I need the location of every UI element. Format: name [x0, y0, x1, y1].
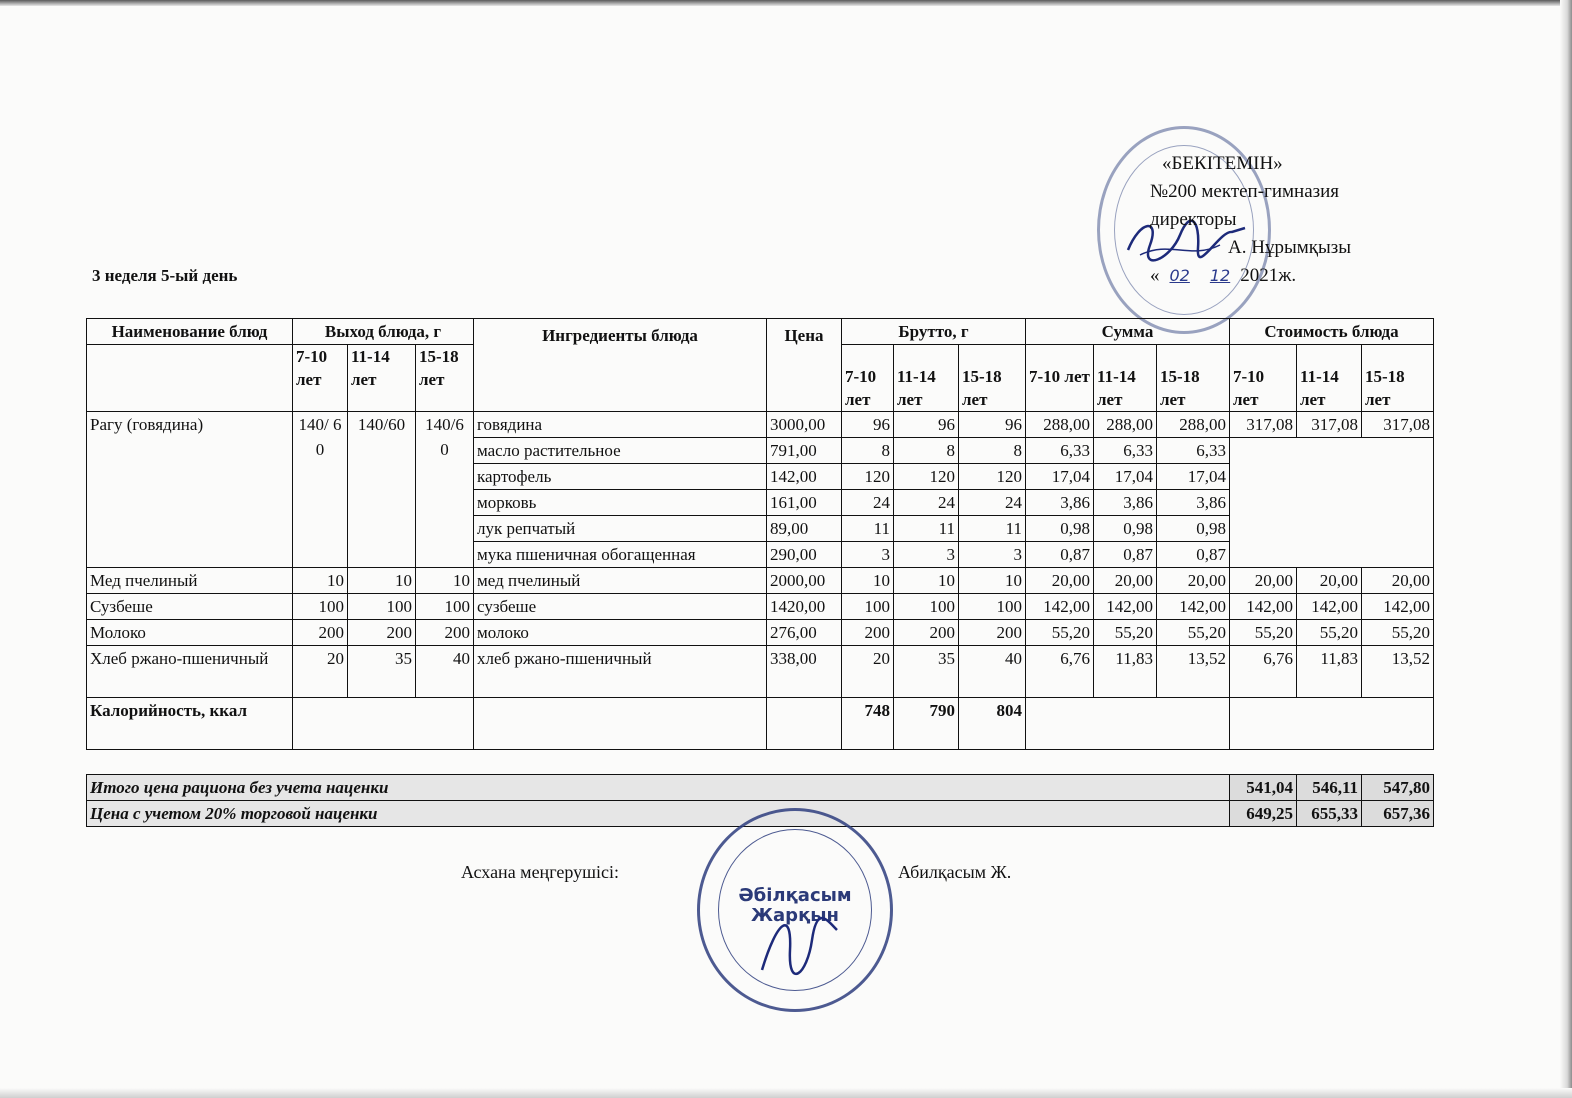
brutto-value: 3: [959, 542, 1026, 568]
brutto-value: 11: [959, 516, 1026, 542]
dish-cost: 55,20: [1362, 620, 1434, 646]
header-age: 15-18 лет: [1362, 345, 1434, 412]
manager-title: Асхана меңгерушісі:: [461, 862, 619, 882]
sum-value: 20,00: [1026, 568, 1094, 594]
dish-name: Мед пчелиный: [87, 568, 293, 594]
brutto-value: 120: [842, 464, 894, 490]
approval-director-name: А. Нұрымқызы: [1228, 237, 1351, 258]
dish-name: Молоко: [87, 620, 293, 646]
brutto-value: 96: [959, 412, 1026, 438]
ingredient-name: картофель: [474, 464, 767, 490]
ingredient-name: молоко: [474, 620, 767, 646]
ingredient-price: 1420,00: [767, 594, 842, 620]
total-value: 657,36: [1362, 801, 1434, 827]
header-output: Выход блюда, г: [293, 319, 474, 345]
ingredient-price: 276,00: [767, 620, 842, 646]
dish-cost: 6,76: [1230, 646, 1297, 698]
sum-value: 17,04: [1026, 464, 1094, 490]
sum-value: 20,00: [1157, 568, 1230, 594]
brutto-value: 120: [959, 464, 1026, 490]
header-cost: Стоимость блюда: [1230, 319, 1434, 345]
sum-value: 0,98: [1094, 516, 1157, 542]
table-row: [87, 568, 1434, 594]
menu-table: [86, 318, 1434, 827]
brutto-value: 3: [894, 542, 959, 568]
table-row: [87, 594, 1434, 620]
sum-value: 288,00: [1157, 412, 1230, 438]
brutto-value: 24: [842, 490, 894, 516]
dish-output: 10: [293, 568, 348, 594]
ingredient-name: сузбеше: [474, 594, 767, 620]
brutto-value: 200: [894, 620, 959, 646]
dish-cost: 55,20: [1230, 620, 1297, 646]
ingredient-name: морковь: [474, 490, 767, 516]
header-age: 11-14 лет: [1297, 345, 1362, 412]
manager-signature: [752, 900, 842, 980]
dish-output: 200: [416, 620, 474, 646]
brutto-value: 11: [842, 516, 894, 542]
ingredient-name: мука пшеничная обогащенная: [474, 542, 767, 568]
stamp-name: Әбілқасым Жарқын: [738, 885, 852, 926]
sum-value: 0,87: [1026, 542, 1094, 568]
ingredient-price: 3000,00: [767, 412, 842, 438]
calories-value: 790: [894, 698, 959, 750]
dish-cost: 55,20: [1297, 620, 1362, 646]
sum-value: 6,76: [1026, 646, 1094, 698]
brutto-value: 100: [894, 594, 959, 620]
sum-value: 0,87: [1157, 542, 1230, 568]
header-age: 7-10 лет: [842, 345, 894, 412]
table-row: [87, 620, 1434, 646]
manager-name: Абилқасым Ж.: [898, 862, 1012, 882]
brutto-value: 24: [894, 490, 959, 516]
header-age: 7-10 лет: [293, 345, 348, 412]
brutto-value: 8: [959, 438, 1026, 464]
header-age: 15-18 лет: [1157, 345, 1230, 412]
dish-cost: 11,83: [1297, 646, 1362, 698]
page-edge: [1560, 0, 1572, 1098]
empty-cell: [1230, 698, 1434, 750]
sum-value: 0,98: [1157, 516, 1230, 542]
calories-value: 748: [842, 698, 894, 750]
ingredient-price: 791,00: [767, 438, 842, 464]
approval-school: №200 мектеп-гимназия: [1150, 181, 1340, 202]
brutto-value: 10: [894, 568, 959, 594]
empty-cell: [293, 698, 474, 750]
empty-cell: [1026, 698, 1230, 750]
sum-value: 0,87: [1094, 542, 1157, 568]
approval-title: «БЕКІТЕМІН»: [1162, 153, 1283, 174]
sum-value: 3,86: [1026, 490, 1094, 516]
day-title: 3 неделя 5-ый день: [92, 266, 238, 285]
brutto-value: 35: [894, 646, 959, 698]
dish-output: 35: [348, 646, 416, 698]
ingredient-name: мед пчелиный: [474, 568, 767, 594]
dish-cost: 317,08: [1362, 412, 1434, 438]
table-row: [87, 646, 1434, 698]
dish-output: 100: [348, 594, 416, 620]
dish-output: 40: [416, 646, 474, 698]
total-label: Итого цена рациона без учета наценки: [87, 775, 1230, 801]
dish-cost: 142,00: [1230, 594, 1297, 620]
total-label: Цена с учетом 20% торговой наценки: [87, 801, 1230, 827]
empty-cell: [474, 698, 767, 750]
header-dish: Наименование блюд: [87, 319, 293, 345]
cost-empty: [1230, 438, 1434, 568]
dish-output: 10: [348, 568, 416, 594]
page-edge: [0, 0, 1572, 6]
brutto-value: 10: [842, 568, 894, 594]
sum-value: 142,00: [1026, 594, 1094, 620]
table-row: [87, 412, 1434, 438]
total-value: 655,33: [1297, 801, 1362, 827]
sum-value: 142,00: [1157, 594, 1230, 620]
brutto-value: 11: [894, 516, 959, 542]
dish-cost: 20,00: [1297, 568, 1362, 594]
approval-block: [1150, 150, 1410, 290]
sum-value: 17,04: [1094, 464, 1157, 490]
approval-date: « 02 12 2021ж.: [1150, 265, 1297, 286]
sum-value: 6,33: [1157, 438, 1230, 464]
sum-value: 3,86: [1094, 490, 1157, 516]
total-row: [87, 775, 1434, 801]
brutto-value: 40: [959, 646, 1026, 698]
brutto-value: 96: [894, 412, 959, 438]
dish-output: 100: [293, 594, 348, 620]
header-age: 15-18 лет: [959, 345, 1026, 412]
total-value: 541,04: [1230, 775, 1297, 801]
gap-cell: [87, 750, 1434, 775]
brutto-value: 100: [959, 594, 1026, 620]
ingredient-name: лук репчатый: [474, 516, 767, 542]
ingredient-name: говядина: [474, 412, 767, 438]
header-age: 7-10 лет: [1026, 345, 1094, 412]
dish-name: Хлеб ржано-пшеничный: [87, 646, 293, 698]
sum-value: 55,20: [1026, 620, 1094, 646]
table-header-row: [87, 319, 1434, 345]
dish-output: 140/60: [348, 412, 416, 568]
brutto-value: 20: [842, 646, 894, 698]
dish-cost: 142,00: [1297, 594, 1362, 620]
ingredient-name: хлеб ржано-пшеничный: [474, 646, 767, 698]
brutto-value: 96: [842, 412, 894, 438]
brutto-value: 8: [894, 438, 959, 464]
header-ingredients: Ингредиенты блюда: [474, 319, 767, 412]
dish-name: Сузбеше: [87, 594, 293, 620]
calories-value: 804: [959, 698, 1026, 750]
dish-output: 140/6 0: [416, 412, 474, 568]
brutto-value: 10: [959, 568, 1026, 594]
dish-cost: 142,00: [1362, 594, 1434, 620]
sum-value: 6,33: [1026, 438, 1094, 464]
sum-value: 55,20: [1157, 620, 1230, 646]
header-age: 11-14 лет: [348, 345, 416, 412]
header-age: 11-14 лет: [1094, 345, 1157, 412]
ingredient-price: 290,00: [767, 542, 842, 568]
brutto-value: 3: [842, 542, 894, 568]
header-age: 11-14 лет: [894, 345, 959, 412]
dish-output: 140/ 60: [293, 412, 348, 568]
ingredient-price: 161,00: [767, 490, 842, 516]
sum-value: 13,52: [1157, 646, 1230, 698]
brutto-value: 200: [959, 620, 1026, 646]
sum-value: 20,00: [1094, 568, 1157, 594]
sum-value: 6,33: [1094, 438, 1157, 464]
sum-value: 11,83: [1094, 646, 1157, 698]
total-value: 649,25: [1230, 801, 1297, 827]
ingredient-name: масло растительное: [474, 438, 767, 464]
calories-row: [87, 698, 1434, 750]
dish-cost: 13,52: [1362, 646, 1434, 698]
brutto-value: 120: [894, 464, 959, 490]
sum-value: 288,00: [1026, 412, 1094, 438]
dish-output: 200: [293, 620, 348, 646]
sum-value: 3,86: [1157, 490, 1230, 516]
dish-cost: 20,00: [1230, 568, 1297, 594]
ingredient-price: 142,00: [767, 464, 842, 490]
ingredient-price: 89,00: [767, 516, 842, 542]
header-brutto: Брутто, г: [842, 319, 1026, 345]
dish-output: 20: [293, 646, 348, 698]
header-age: 7-10 лет: [1230, 345, 1297, 412]
brutto-value: 8: [842, 438, 894, 464]
calories-label: Калорийность, ккал: [87, 698, 293, 750]
sum-value: 0,98: [1026, 516, 1094, 542]
header-dish-spacer: [87, 345, 293, 412]
sum-value: 288,00: [1094, 412, 1157, 438]
brutto-value: 200: [842, 620, 894, 646]
dish-cost: 317,08: [1230, 412, 1297, 438]
brutto-value: 24: [959, 490, 1026, 516]
dish-output: 10: [416, 568, 474, 594]
dish-cost: 317,08: [1297, 412, 1362, 438]
sum-value: 142,00: [1094, 594, 1157, 620]
header-age: 15-18 лет: [416, 345, 474, 412]
gap-row: [87, 750, 1434, 775]
brutto-value: 100: [842, 594, 894, 620]
empty-cell: [767, 698, 842, 750]
header-price: Цена: [767, 319, 842, 412]
approval-position: директоры: [1150, 209, 1237, 230]
dish-cost: 20,00: [1362, 568, 1434, 594]
page-edge: [0, 1088, 1572, 1098]
total-value: 546,11: [1297, 775, 1362, 801]
dish-name: Рагу (говядина): [87, 412, 293, 568]
ingredient-price: 2000,00: [767, 568, 842, 594]
ingredient-price: 338,00: [767, 646, 842, 698]
header-sum: Сумма: [1026, 319, 1230, 345]
sum-value: 17,04: [1157, 464, 1230, 490]
dish-output: 200: [348, 620, 416, 646]
total-value: 547,80: [1362, 775, 1434, 801]
sum-value: 55,20: [1094, 620, 1157, 646]
dish-output: 100: [416, 594, 474, 620]
